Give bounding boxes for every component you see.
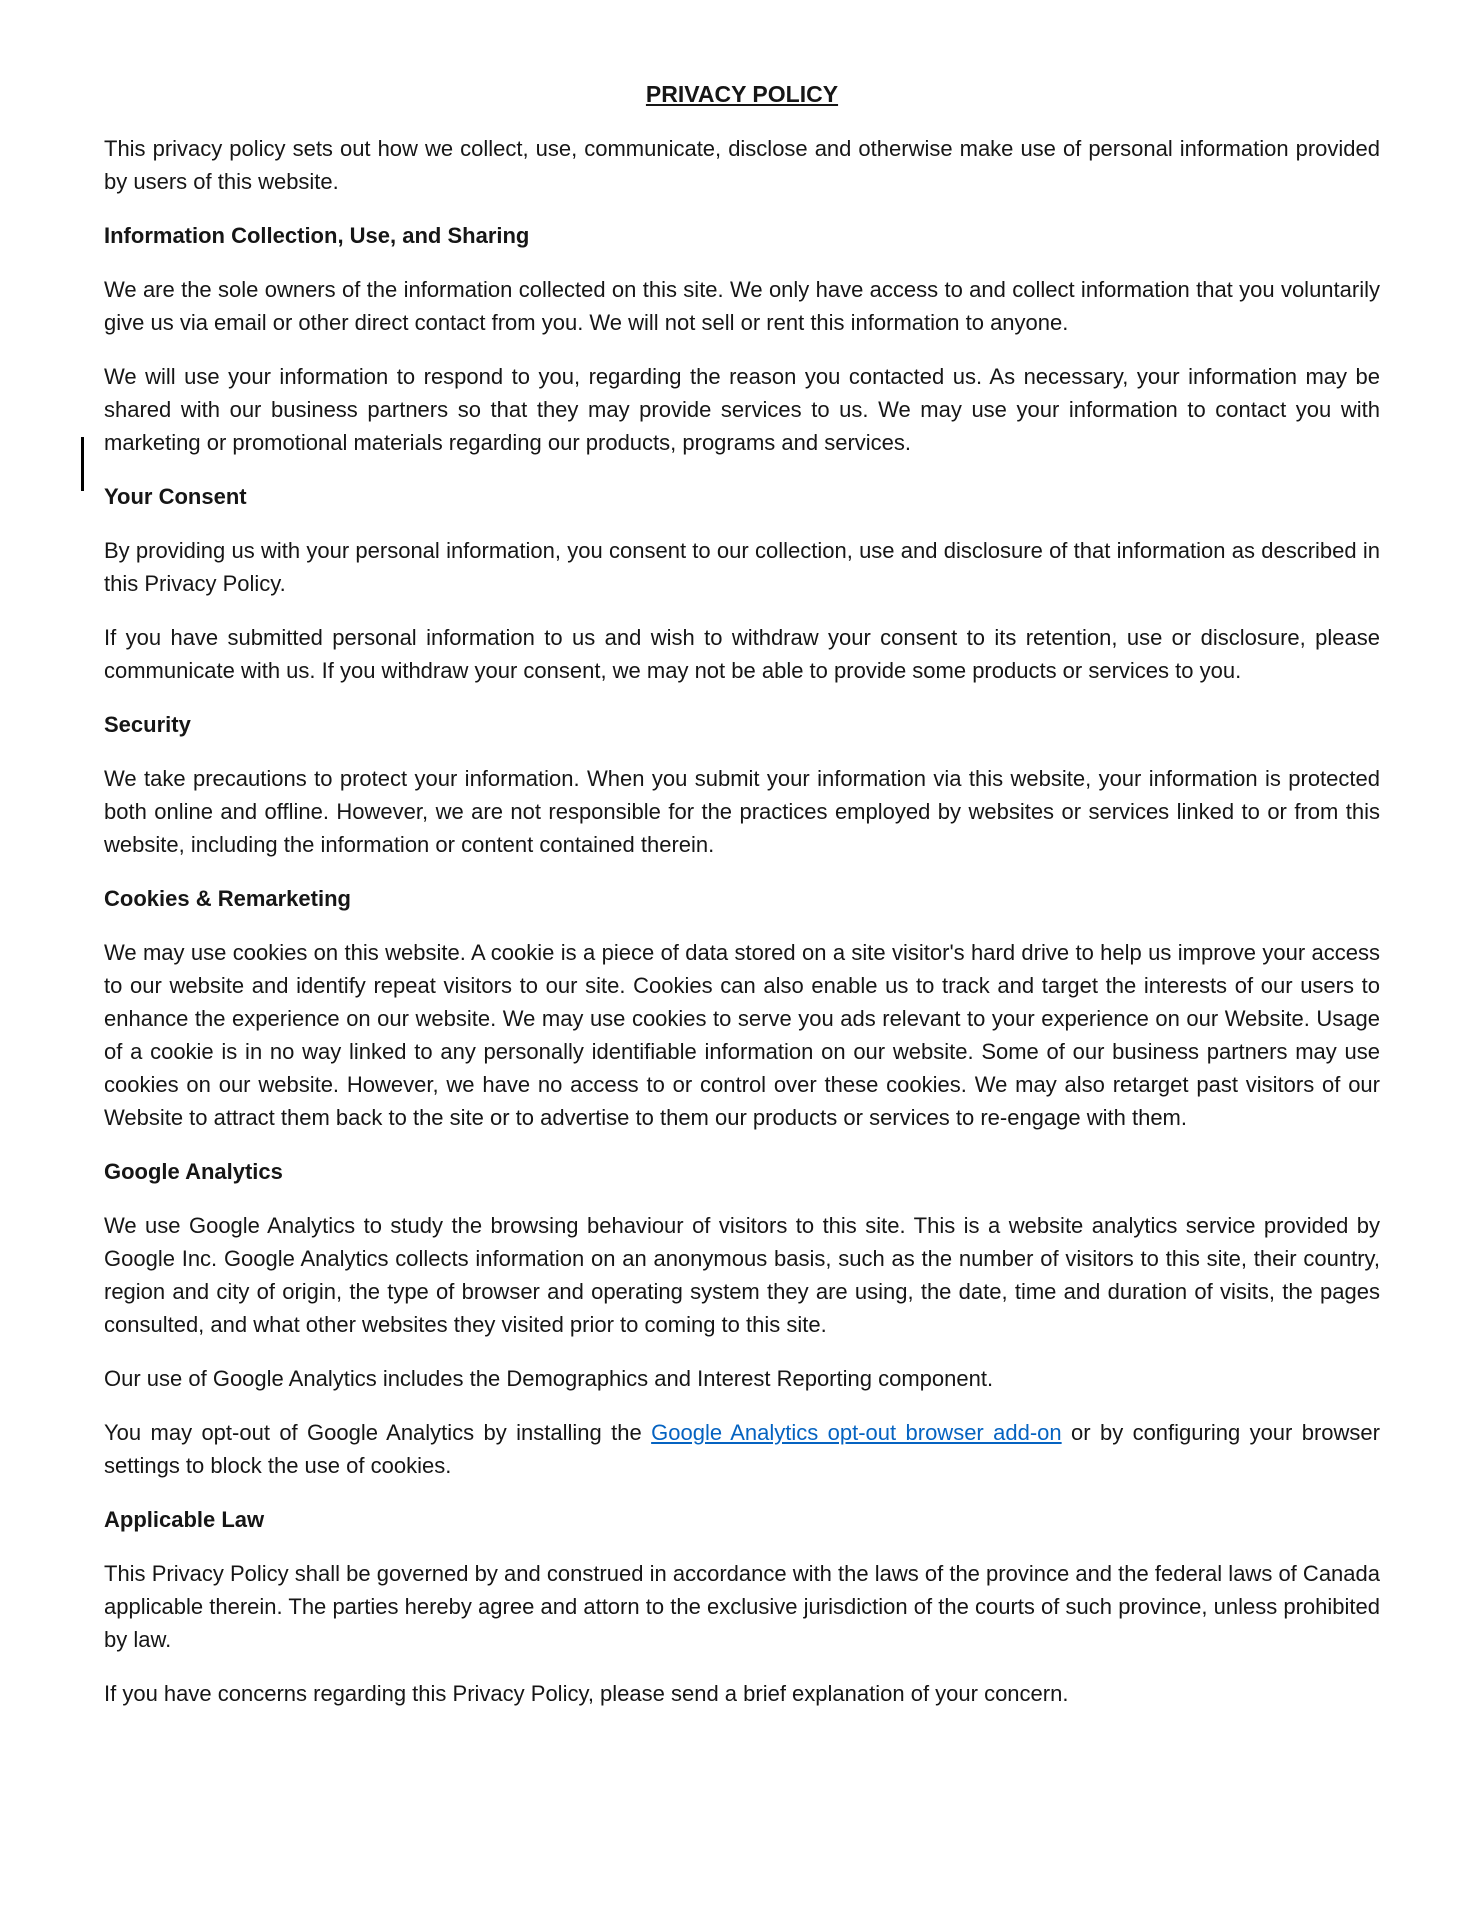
section-heading-cookies-remarketing: Cookies & Remarketing: [104, 886, 351, 911]
paragraph: We take precautions to protect your information. When you submit your information via this website, your information is protected both online and offline. However, we are not responsible for the practices employed by websites or services linked to or from this website, including the information or content contained therein.: [104, 766, 1380, 857]
paragraph: We use Google Analytics to study the browsing behaviour of visitors to this site. This is a website analytics service provided by Google Inc. Google Analytics collects information on an anonymous basis, such as the number of visitors to this site, their country, region and city of origin, the type of browser and operating system they are using, the date, time and duration of visits, the pages consulted, and what other websites they visited prior to coming to this site.: [104, 1213, 1380, 1337]
section-heading-your-consent: Your Consent: [104, 484, 247, 509]
paragraph: We will use your information to respond to you, regarding the reason you contacted us. As necessary, your information may be shared with our business partners so that they may provide services to us. We may use your information to contact you with marketing or promotional materials regarding our products, programs and services.: [104, 364, 1380, 455]
google-analytics-optout-link[interactable]: Google Analytics opt-out browser add-on: [651, 1420, 1062, 1445]
paragraph: By providing us with your personal information, you consent to our collection, use and disclosure of that information as described in this Privacy Policy.: [104, 538, 1380, 596]
paragraph: If you have submitted personal information to us and wish to withdraw your consent to its retention, use or disclosure, please communicate with us. If you withdraw your consent, we may not be able to provide some products or services to you.: [104, 625, 1380, 683]
paragraph: We are the sole owners of the information collected on this site. We only have access to and collect information that you voluntarily give us via email or other direct contact from you. We will not sell or rent this information to anyone.: [104, 277, 1380, 335]
section-heading-information-collection: Information Collection, Use, and Sharing: [104, 223, 530, 248]
intro-paragraph: This privacy policy sets out how we collect, use, communicate, disclose and otherwise make use of personal information provided by users of this website.: [104, 136, 1380, 194]
paragraph-optout: [104, 1416, 1380, 1482]
paragraph: If you have concerns regarding this Privacy Policy, please send a brief explanation of your concern.: [104, 1681, 1069, 1706]
section-heading-applicable-law: Applicable Law: [104, 1507, 265, 1532]
change-bar: [81, 437, 84, 491]
paragraph: We may use cookies on this website. A cookie is a piece of data stored on a site visitor's hard drive to help us improve your access to our website and identify repeat visitors to our site. Cookies can also enable us to track and target the interests of our users to enhance the experience on our website. We may use cookies to serve you ads relevant to your experience on our Website. Usage of a cookie is in no way linked to any personally identifiable information on our website. Some of our business partners may use cookies on our website. However, we have no access to or control over these cookies. We may also retarget past visitors of our Website to attract them back to the site or to advertise to them our products or services to re-engage with them.: [104, 940, 1380, 1130]
optout-text-after: or by configuring your browser settings to block the use of cookies.: [104, 1420, 1380, 1478]
section-heading-google-analytics: Google Analytics: [104, 1159, 283, 1184]
optout-text-before: You may opt-out of Google Analytics by installing the: [104, 1420, 652, 1445]
paragraph: This Privacy Policy shall be governed by and construed in accordance with the laws of the province and the federal laws of Canada applicable therein. The parties hereby agree and attorn to the exclusive jurisdiction of the courts of such province, unless prohibited by law.: [104, 1561, 1380, 1652]
page-title: PRIVACY POLICY: [645, 81, 839, 107]
paragraph: Our use of Google Analytics includes the Demographics and Interest Reporting component.: [104, 1366, 994, 1391]
section-heading-security: Security: [104, 712, 191, 737]
